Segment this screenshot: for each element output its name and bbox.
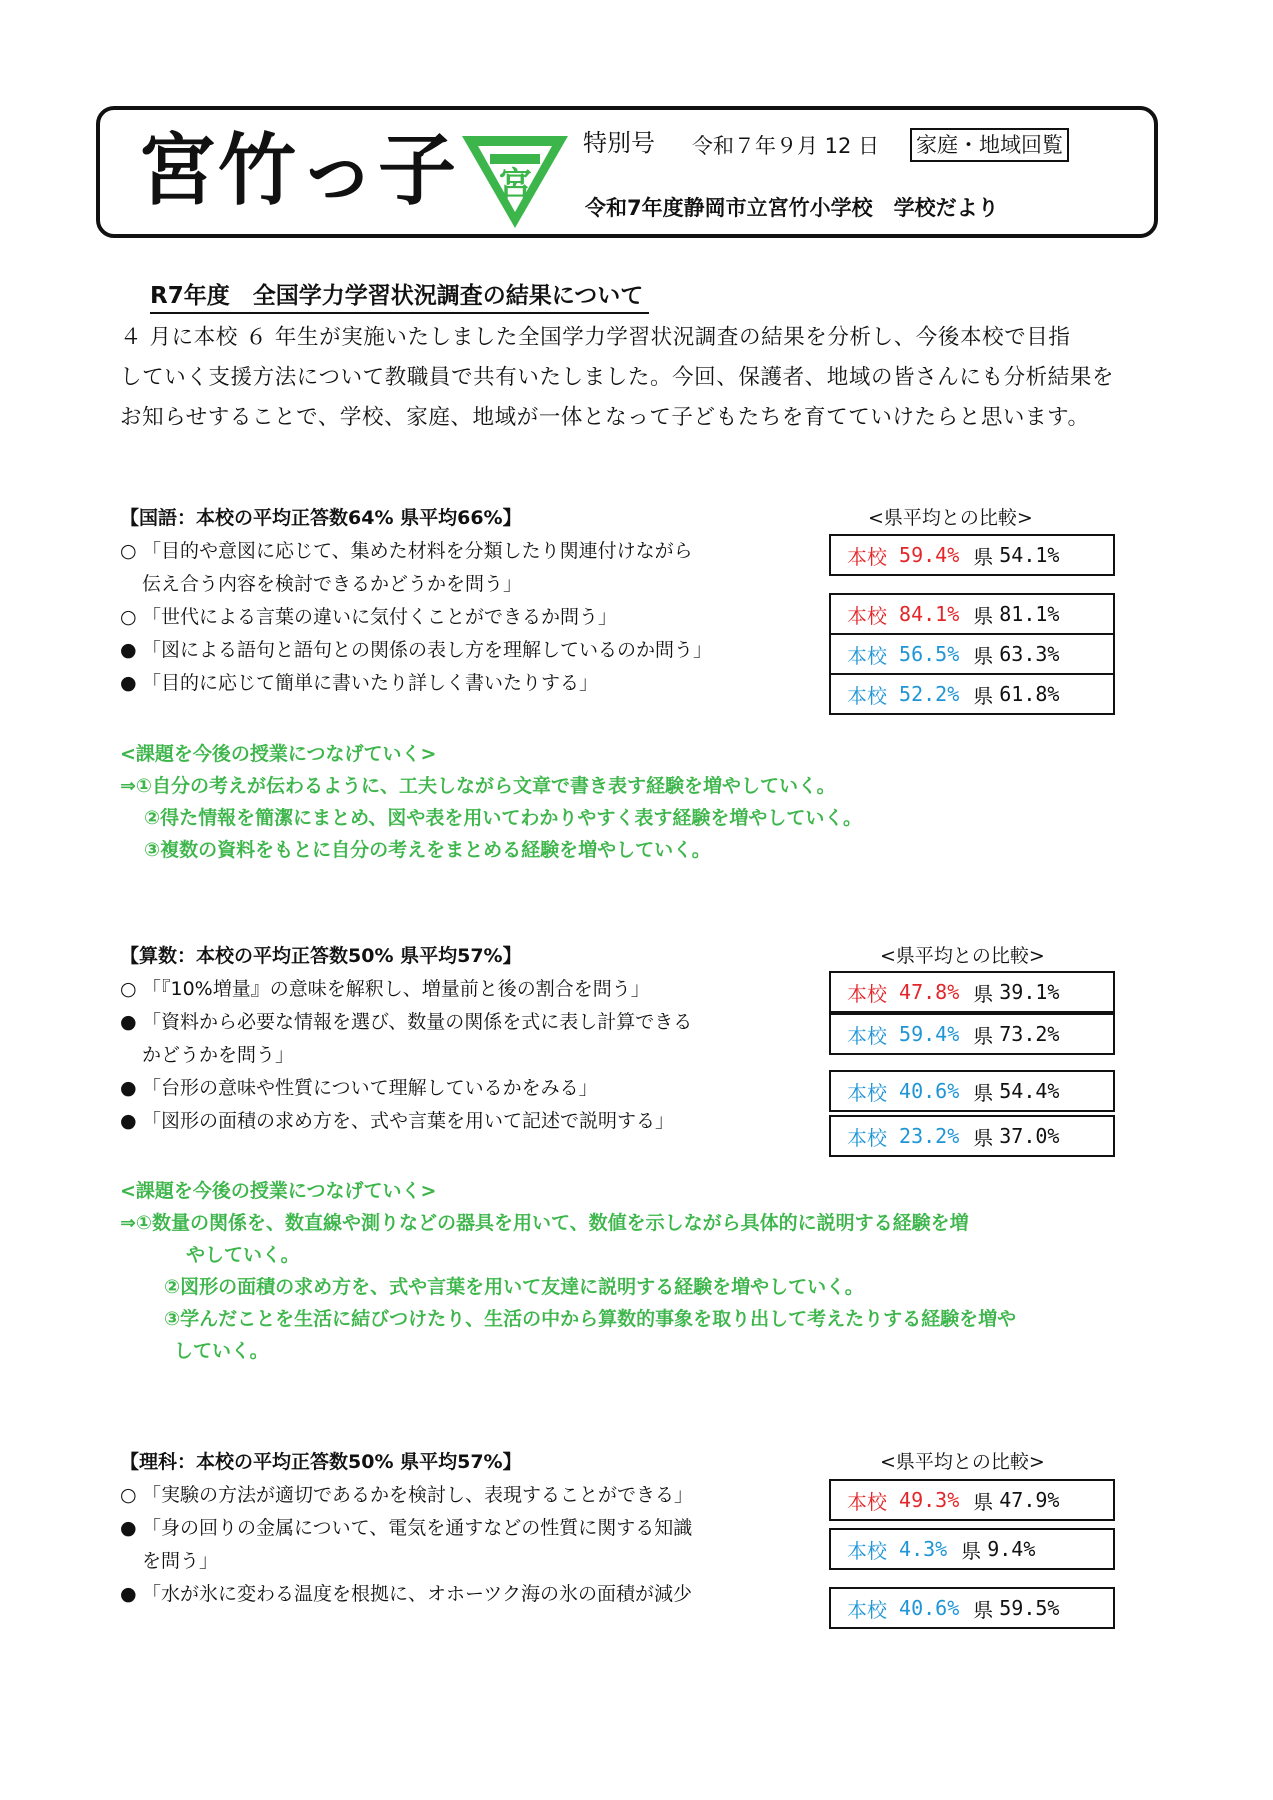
challenge-line: ⇒①数量の関係を、数直線や測りなどの器具を用いて、数値を示しながら具体的に説明する経験を増 (120, 1212, 969, 1234)
challenge-title: <課題を今後の授業につなげていく> (120, 1180, 437, 1202)
intro-paragraph (120, 318, 1114, 438)
intro-line: お知らせすることで、学校、家庭、地域が一体となって子どもたちを育てていけたらと思います。 (120, 405, 1090, 430)
comparison-label: <県平均との比較> (880, 945, 1045, 967)
list-item: かどうかを問う」 (142, 1044, 295, 1066)
science-title: 【理科：本校の平均正答数50% 県平均57%】 (120, 1451, 522, 1473)
list-item: ● 「身の回りの金属について、電気を通すなどの性質に関する知識 (120, 1517, 693, 1539)
list-item: ○ 「『10%増量』の意味を解釈し、増量前と後の割合を問う」 (120, 978, 650, 1000)
math-comparison-box: 本校 47.8% 県 39.1% (829, 971, 1115, 1013)
japanese-title: 【国語：本校の平均正答数64% 県平均66%】 (120, 507, 522, 529)
japanese-comparison-box: 本校 59.4% 県 54.1% (829, 534, 1115, 576)
math-comparison-box: 本校 59.4% 県 73.2% (829, 1013, 1115, 1055)
list-item: ● 「資料から必要な情報を選び、数量の関係を式に表し計算できる (120, 1011, 693, 1033)
science-comparison-box: 本校 40.6% 県 59.5% (829, 1587, 1115, 1629)
emblem-text: 宮 (498, 165, 532, 205)
math-items (120, 973, 692, 1138)
special-issue-label: 特別号 (583, 129, 655, 157)
list-item: ○ 「目的や意図に応じて、集めた材料を分類したり関連付けながら (120, 540, 693, 562)
circulate-badge: 家庭・地域回覧 (910, 128, 1069, 162)
comparison-label: <県平均との比較> (868, 507, 1033, 529)
issue-date: 令和７年９月 12 日 (692, 134, 880, 158)
science-items (120, 1479, 693, 1611)
list-item: ● 「台形の意味や性質について理解しているかをみる」 (120, 1077, 598, 1099)
math-title: 【算数：本校の平均正答数50% 県平均57%】 (120, 945, 522, 967)
list-item: を問う」 (142, 1550, 219, 1572)
science-comparison-box: 本校 49.3% 県 47.9% (829, 1479, 1115, 1521)
school-name-line: 令和7年度静岡市立宮竹小学校 学校だより (585, 196, 999, 220)
math-comparison-box: 本校 23.2% 県 37.0% (829, 1115, 1115, 1157)
challenge-line: やしていく。 (186, 1244, 300, 1266)
list-item: ● 「目的に応じて簡単に書いたり詳しく書いたりする」 (120, 672, 599, 694)
list-item: ○ 「世代による言葉の違いに気付くことができるか問う」 (120, 606, 618, 628)
japanese-items (120, 535, 712, 700)
challenge-title: <課題を今後の授業につなげていく> (120, 743, 437, 765)
japanese-comparison-box: 本校 84.1% 県 81.1% (829, 593, 1115, 635)
challenge-line: していく。 (174, 1340, 269, 1362)
comparison-label: <県平均との比較> (880, 1451, 1045, 1473)
intro-line: していく支援方法について教職員で共有いたしました。今回、保護者、地域の皆さんにも分析結果を (120, 365, 1115, 390)
math-comparison-box: 本校 40.6% 県 54.4% (829, 1070, 1115, 1112)
challenge-line: ③複数の資料をもとに自分の考えをまとめる経験を増やしていく。 (144, 839, 711, 861)
challenge-line: ⇒①自分の考えが伝わるように、工夫しながら文章で書き表す経験を増やしていく。 (120, 775, 836, 797)
list-item: ● 「図による語句と語句との関係の表し方を理解しているのか問う」 (120, 639, 713, 661)
challenge-line: ②図形の面積の求め方を、式や言葉を用いて友達に説明する経験を増やしていく。 (164, 1276, 864, 1298)
intro-line: ４ 月に本校 ６ 年生が実施いたしました全国学力学習状況調査の結果を分析し、今後本校で目指 (120, 325, 1071, 350)
list-item: ○ 「実験の方法が適切であるかを検討し、表現することができる」 (120, 1484, 694, 1506)
list-item: ● 「図形の面積の求め方を、式や言葉を用いて記述で説明する」 (120, 1110, 675, 1132)
japanese-comparison-box: 本校 56.5% 県 63.3% (829, 633, 1115, 675)
math-challenges (120, 1175, 1016, 1367)
japanese-comparison-box: 本校 52.2% 県 61.8% (829, 673, 1115, 715)
page-title: R7年度 全国学力学習状況調査の結果について (150, 280, 649, 314)
newsletter-title: 宮竹っ子 (138, 126, 459, 216)
science-comparison-box: 本校 4.3% 県 9.4% (829, 1528, 1115, 1570)
challenge-line: ②得た情報を簡潔にまとめ、図や表を用いてわかりやすく表す経験を増やしていく。 (144, 807, 862, 829)
japanese-challenges (120, 738, 862, 866)
list-item: ● 「水が氷に変わる温度を根拠に、オホーツク海の氷の面積が減少 (120, 1583, 693, 1605)
school-emblem-icon (456, 128, 574, 234)
challenge-line: ③学んだことを生活に結びつけたり、生活の中から算数的事象を取り出して考えたりする経験を増や (164, 1308, 1017, 1330)
list-item: 伝え合う内容を検討できるかどうかを問う」 (142, 573, 523, 595)
